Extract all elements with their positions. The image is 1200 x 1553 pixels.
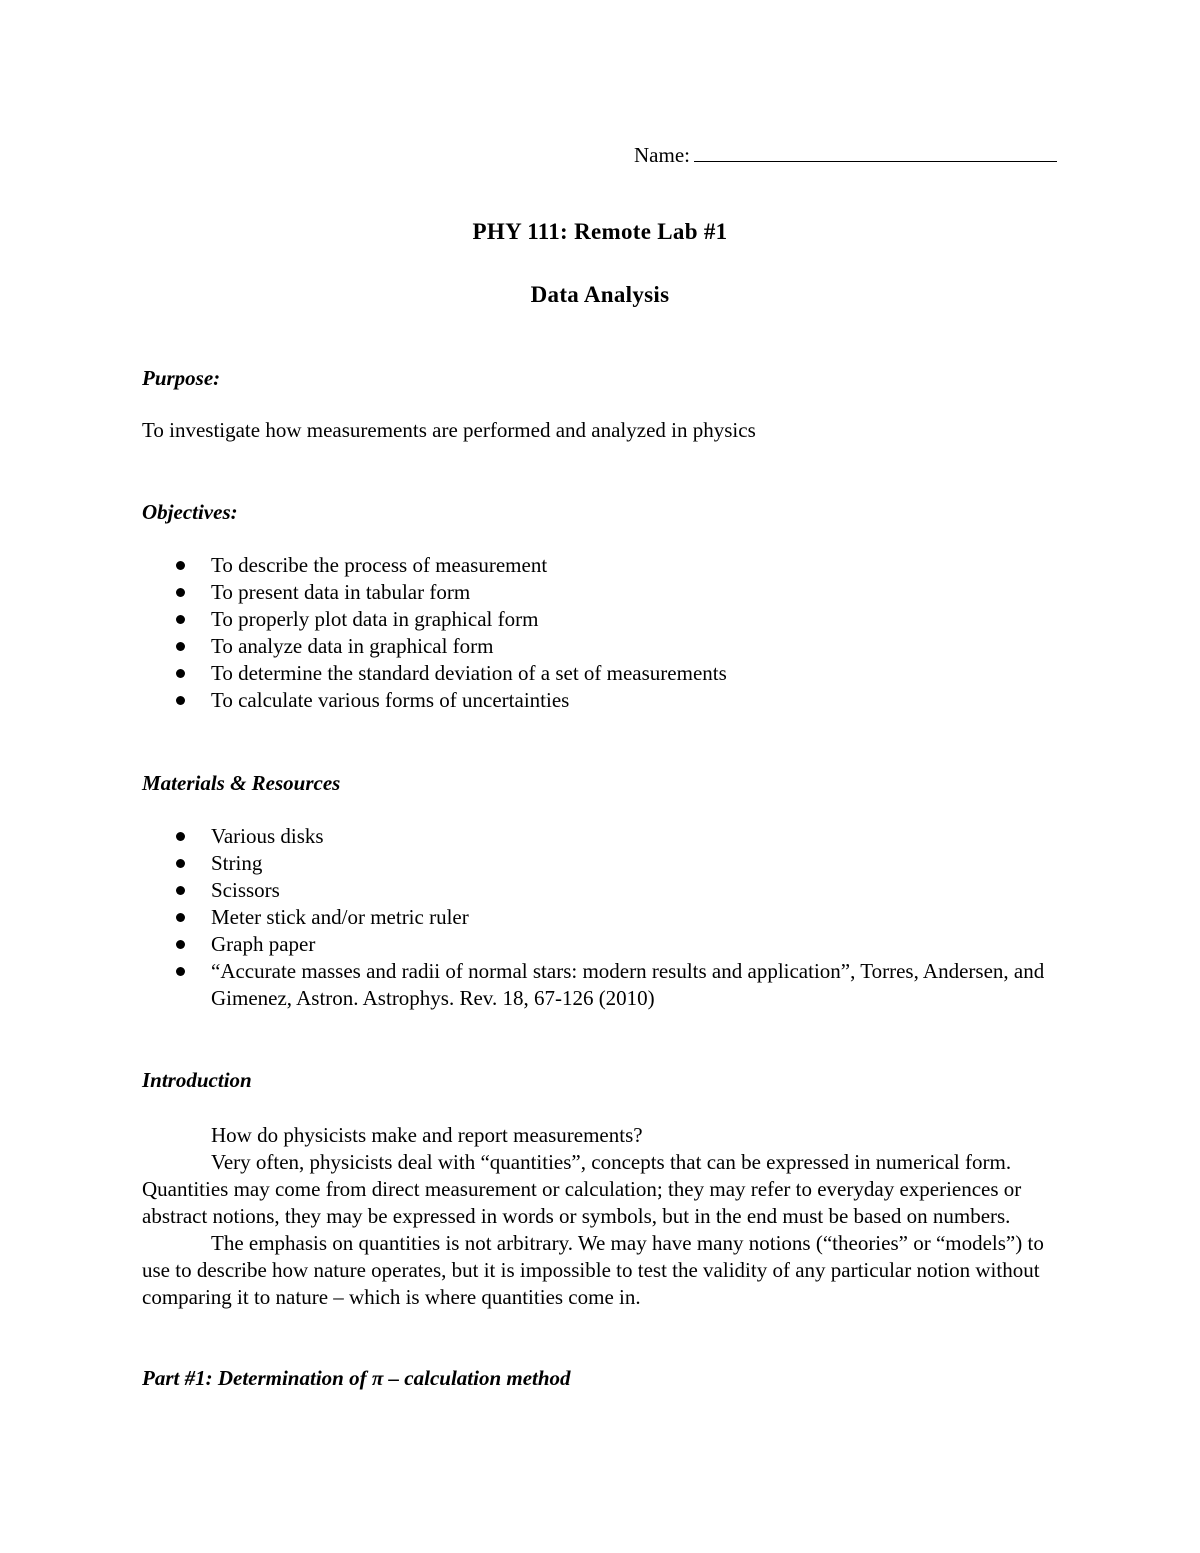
paragraph: Very often, physicists deal with “quantities”, concepts that can be expressed in numerical form. Quantities may come from direct measurement or calculation; they may refer to everyday experiences or abstract notions, they may be expressed in words or symbols, but in the end must be based on numbers. (142, 1150, 1022, 1228)
list-item-text: String (211, 851, 263, 875)
list-item (142, 823, 1072, 850)
objectives-heading: Objectives: (142, 500, 238, 524)
purpose-text: To investigate how measurements are performed and analyzed in physics (142, 418, 756, 442)
bullet-icon (176, 669, 185, 678)
list-item (142, 633, 1072, 660)
bullet-icon (176, 588, 185, 597)
list-item (142, 931, 1072, 958)
list-item-text: To describe the process of measurement (211, 553, 548, 577)
name-field (634, 142, 1074, 168)
bullet-icon (176, 615, 185, 624)
materials-heading: Materials & Resources (142, 771, 341, 795)
bullet-icon (176, 967, 185, 976)
list-item-text: Graph paper (211, 932, 316, 956)
list-item (142, 660, 1072, 687)
part1-heading: Part #1: Determination of π – calculation method (142, 1366, 571, 1390)
list-item (142, 877, 1072, 904)
list-item-text: To analyze data in graphical form (211, 634, 494, 658)
list-item (142, 606, 1072, 633)
list-item (142, 552, 1072, 579)
list-item (142, 904, 1072, 931)
name-blank-line (694, 161, 1057, 162)
name-label: Name: (634, 143, 690, 167)
list-item-text: To present data in tabular form (211, 580, 471, 604)
list-item-text: “Accurate masses and radii of normal stars: modern results and application”, Torres, Andersen, and Gimenez, Astron. Astrophys. Rev. 18, 67-126 (2010) (211, 959, 1045, 1010)
document-title: PHY 111: Remote Lab #1 (472, 219, 728, 244)
introduction-heading: Introduction (142, 1068, 252, 1092)
list-item-text: To calculate various forms of uncertainties (211, 688, 570, 712)
bullet-icon (176, 561, 185, 570)
paragraph: The emphasis on quantities is not arbitrary. We may have many notions (“theories” or “models”) to use to describe how nature operates, but it is impossible to test the validity of any particular notion without comparing it to nature – which is where quantities come in. (142, 1231, 1044, 1309)
list-item (142, 850, 1072, 877)
materials-list (142, 823, 1072, 1012)
paragraph: How do physicists make and report measurements? (211, 1123, 643, 1147)
list-item-text: To determine the standard deviation of a set of measurements (211, 661, 727, 685)
list-item (142, 958, 1072, 1012)
bullet-icon (176, 886, 185, 895)
purpose-heading: Purpose: (142, 366, 221, 390)
objectives-list (142, 552, 1072, 714)
list-item-text: To properly plot data in graphical form (211, 607, 539, 631)
bullet-icon (176, 832, 185, 841)
bullet-icon (176, 696, 185, 705)
bullet-icon (176, 940, 185, 949)
list-item-text: Scissors (211, 878, 280, 902)
list-item-text: Meter stick and/or metric ruler (211, 905, 469, 929)
bullet-icon (176, 913, 185, 922)
list-item (142, 687, 1072, 714)
list-item (142, 579, 1072, 606)
document-subtitle: Data Analysis (530, 282, 670, 307)
introduction-body (142, 1122, 1054, 1311)
list-item-text: Various disks (211, 824, 324, 848)
bullet-icon (176, 859, 185, 868)
bullet-icon (176, 642, 185, 651)
